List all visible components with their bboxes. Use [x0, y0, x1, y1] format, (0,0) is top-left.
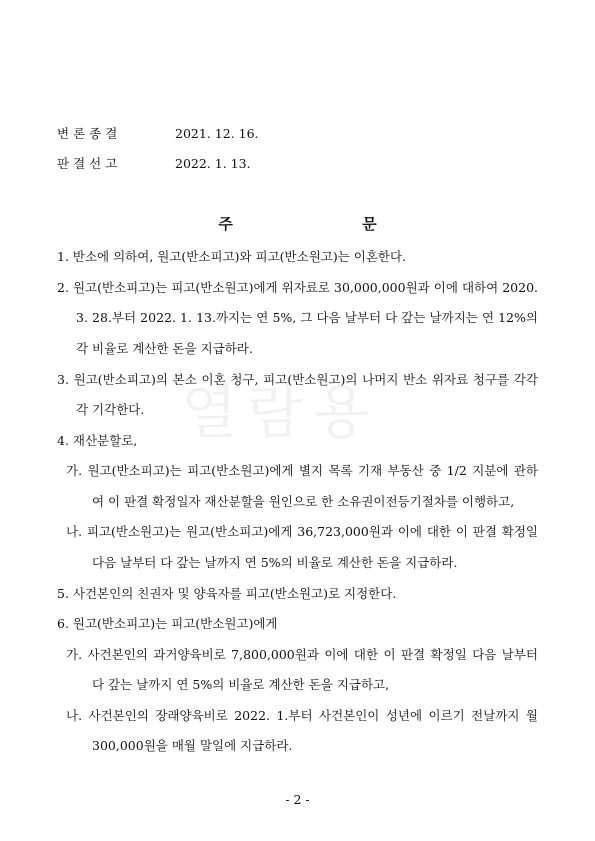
order-item-2-line-3: 각 비율로 계산한 돈을 지급하라.	[76, 341, 253, 356]
page-number: - 2 -	[285, 792, 310, 807]
order-item-2-line-1: 2. 원고(반소피고)는 피고(반소원고)에게 위자료로 30,000,000원과 이에 대하여 2020.	[57, 280, 538, 295]
order-item-4: 4. 재산분할로,	[57, 433, 138, 448]
order-item-6a-line-1: 가. 사건본인의 과거양육비로 7,800,000원과 이에 대한 이 판결 확정일 다음 날부터	[66, 647, 538, 662]
order-item-6a-line-2: 다 갚는 날까지 연 5%의 비율로 계산한 돈을 지급하고,	[92, 677, 390, 692]
order-item-6b-line-2: 300,000원을 매월 말일에 지급하라.	[92, 738, 293, 753]
judgment-date-row	[57, 154, 251, 172]
section-title: 주 문	[218, 215, 439, 233]
order-item-5: 5. 사건본인의 친권자 및 양육자를 피고(반소원고)로 지정한다.	[57, 586, 397, 601]
pleading-end-date: 2021. 12. 16.	[175, 126, 259, 141]
order-item-3-line-2: 각 기각한다.	[76, 402, 145, 417]
order-item-6: 6. 원고(반소피고)는 피고(반소원고)에게	[57, 616, 278, 631]
judgment-date-value: 2022. 1. 13.	[175, 156, 251, 171]
pleading-end-row	[57, 124, 259, 142]
order-item-4a-line-2: 여 이 판결 확정일자 재산분할을 원인으로 한 소유권이전등기절차를 이행하고,	[92, 494, 515, 509]
judgment-date-label: 판결선고	[57, 156, 122, 171]
order-item-4a-line-1: 가. 원고(반소피고)는 피고(반소원고)에게 별지 목록 기재 부동산 중 1/2 지분에 관하	[66, 463, 538, 478]
order-item-4b-line-1: 나. 피고(반소원고)는 원고(반소피고)에게 36,723,000원과 이에 대한 이 판결 확정일	[66, 524, 538, 539]
order-item-6b-line-1: 나. 사건본인의 장래양육비로 2022. 1.부터 사건본인이 성년에 이르기 전날까지 월	[66, 708, 538, 723]
order-item-3-line-1: 3. 원고(반소피고)의 본소 이혼 청구, 피고(반소원고)의 나머지 반소 위자료 청구를 각각	[57, 372, 538, 387]
order-item-2-line-2: 3. 28.부터 2022. 1. 13.까지는 연 5%, 그 다음 날부터 다 갚는 날까지는 연 12%의	[76, 310, 538, 325]
order-item-4b-line-2: 다음 날부터 다 갚는 날까지 연 5%의 비율로 계산한 돈을 지급하라.	[92, 555, 458, 570]
pleading-end-label: 변론종결	[57, 126, 122, 141]
watermark: 열람용	[180, 378, 380, 446]
order-item-1: 1. 반소에 의하여, 원고(반소피고)와 피고(반소원고)는 이혼한다.	[57, 249, 407, 264]
